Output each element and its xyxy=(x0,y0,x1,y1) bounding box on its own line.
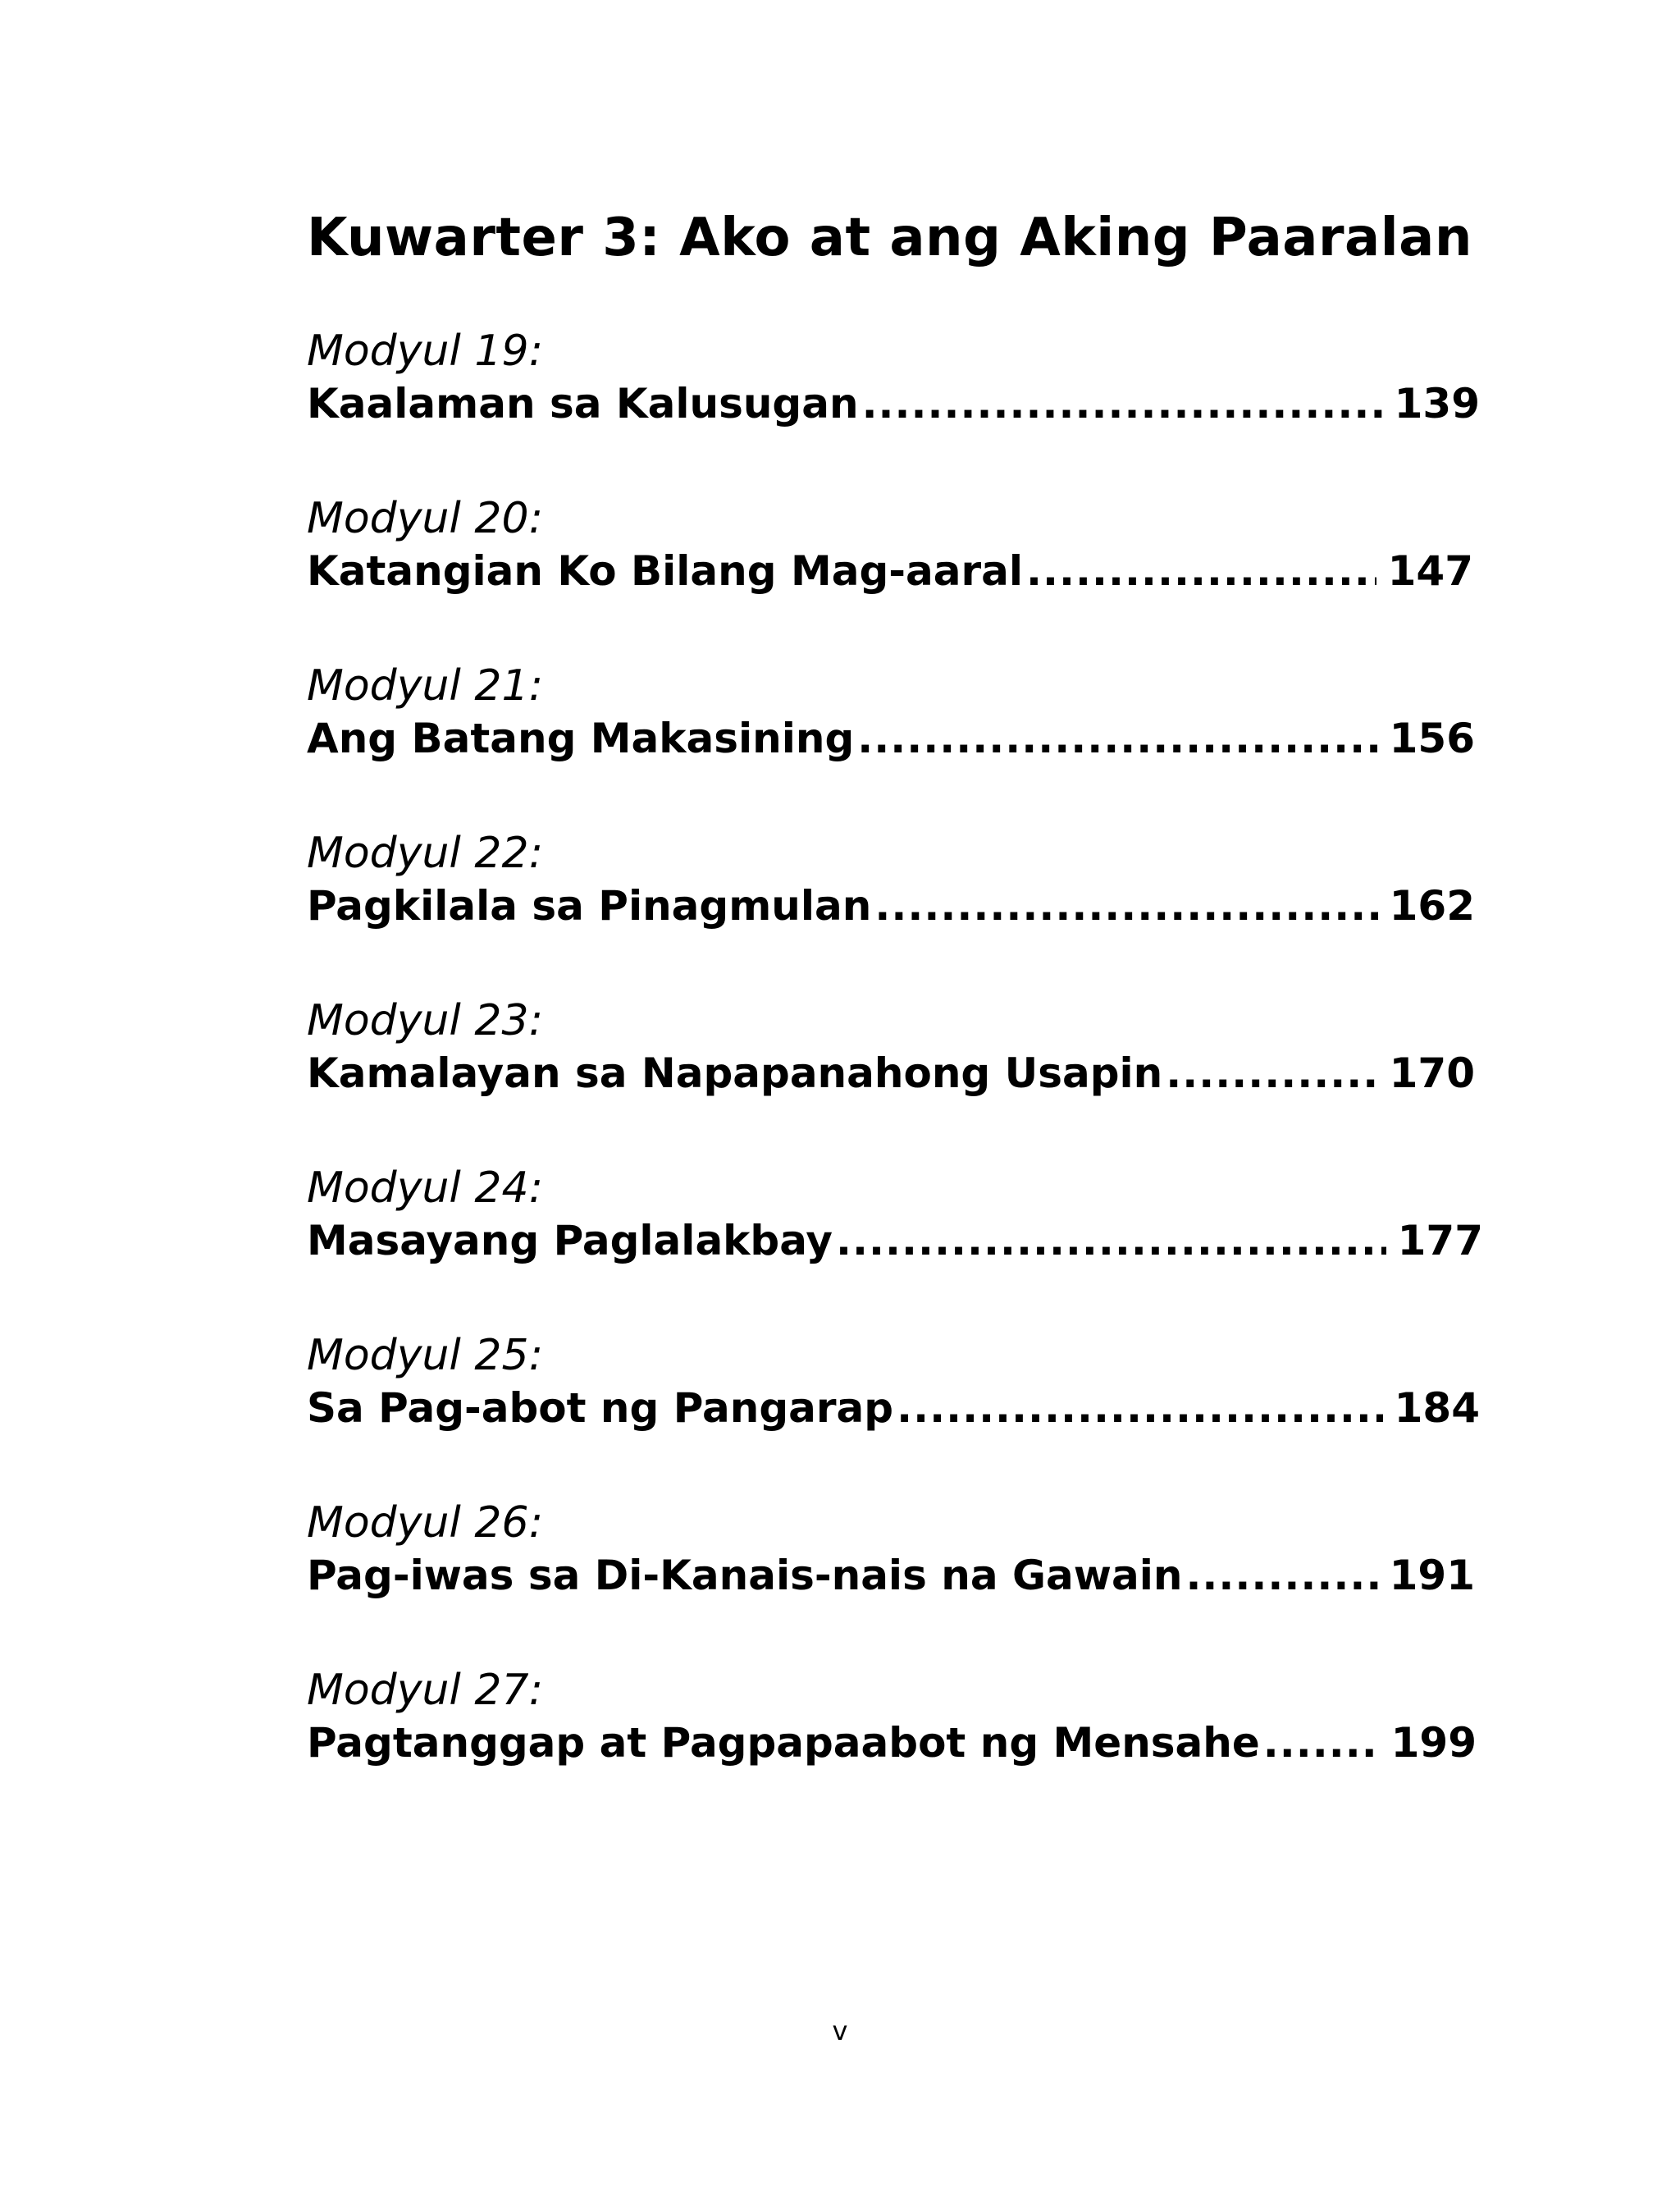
toc-entry xyxy=(307,1666,1488,1789)
module-row xyxy=(307,1382,1480,1434)
toc-entry xyxy=(307,1164,1488,1287)
dot-leader xyxy=(1026,545,1376,597)
module-title: Katangian Ko Bilang Mag-aaral xyxy=(307,547,1023,595)
dot-leader xyxy=(874,880,1377,932)
module-page-number: 199 xyxy=(1390,1719,1477,1767)
module-row xyxy=(307,1214,1483,1267)
module-label: Modyul 22: xyxy=(307,829,544,878)
module-label: Modyul 21: xyxy=(307,661,544,711)
module-page-number: 139 xyxy=(1394,380,1480,427)
module-row xyxy=(307,545,1473,597)
dot-leader xyxy=(897,1382,1383,1434)
module-row xyxy=(307,1549,1475,1602)
module-row xyxy=(307,712,1475,765)
module-label: Modyul 23: xyxy=(307,996,544,1045)
module-label: Modyul 19: xyxy=(307,327,544,376)
module-title: Pagkilala sa Pinagmulan xyxy=(307,882,872,930)
toc-entry xyxy=(307,996,1488,1119)
toc-entry xyxy=(307,829,1488,952)
toc-entry xyxy=(307,494,1488,617)
module-page-number: 177 xyxy=(1397,1217,1483,1264)
module-page-number: 162 xyxy=(1389,882,1475,930)
module-row xyxy=(307,377,1480,430)
module-title: Sa Pag-abot ng Pangarap xyxy=(307,1384,894,1432)
module-page-number: 156 xyxy=(1389,715,1475,762)
toc-entry xyxy=(307,661,1488,784)
module-label: Modyul 25: xyxy=(307,1331,544,1380)
dot-leader xyxy=(862,377,1383,430)
dot-leader xyxy=(1185,1549,1377,1602)
module-label: Modyul 26: xyxy=(307,1498,544,1548)
module-title: Ang Batang Makasining xyxy=(307,715,855,762)
module-title: Pagtanggap at Pagpapaabot ng Mensahe xyxy=(307,1719,1260,1767)
quarter-title: Kuwarter 3: Ako at ang Aking Paaralan xyxy=(307,208,1472,268)
toc-entry xyxy=(307,1331,1488,1454)
module-page-number: 191 xyxy=(1389,1552,1475,1599)
module-title: Kaalaman sa Kalusugan xyxy=(307,380,859,427)
module-title: Pag-iwas sa Di-Kanais-nais na Gawain xyxy=(307,1552,1183,1599)
module-label: Modyul 20: xyxy=(307,494,544,543)
module-page-number: 170 xyxy=(1389,1049,1475,1097)
module-title: Kamalayan sa Napapanahong Usapin xyxy=(307,1049,1163,1097)
dot-leader xyxy=(1263,1717,1380,1769)
module-label: Modyul 27: xyxy=(307,1666,544,1715)
toc-entry xyxy=(307,327,1488,450)
module-title: Masayang Paglalakbay xyxy=(307,1217,833,1264)
module-page-number: 147 xyxy=(1387,547,1473,595)
toc-entry xyxy=(307,1498,1488,1621)
module-page-number: 184 xyxy=(1394,1384,1480,1432)
module-row xyxy=(307,880,1475,932)
dot-leader xyxy=(857,712,1377,765)
page-number: v xyxy=(832,2015,848,2046)
dot-leader xyxy=(1166,1047,1377,1100)
dot-leader xyxy=(836,1214,1386,1267)
module-row xyxy=(307,1717,1477,1769)
module-label: Modyul 24: xyxy=(307,1164,544,1213)
module-row xyxy=(307,1047,1475,1100)
